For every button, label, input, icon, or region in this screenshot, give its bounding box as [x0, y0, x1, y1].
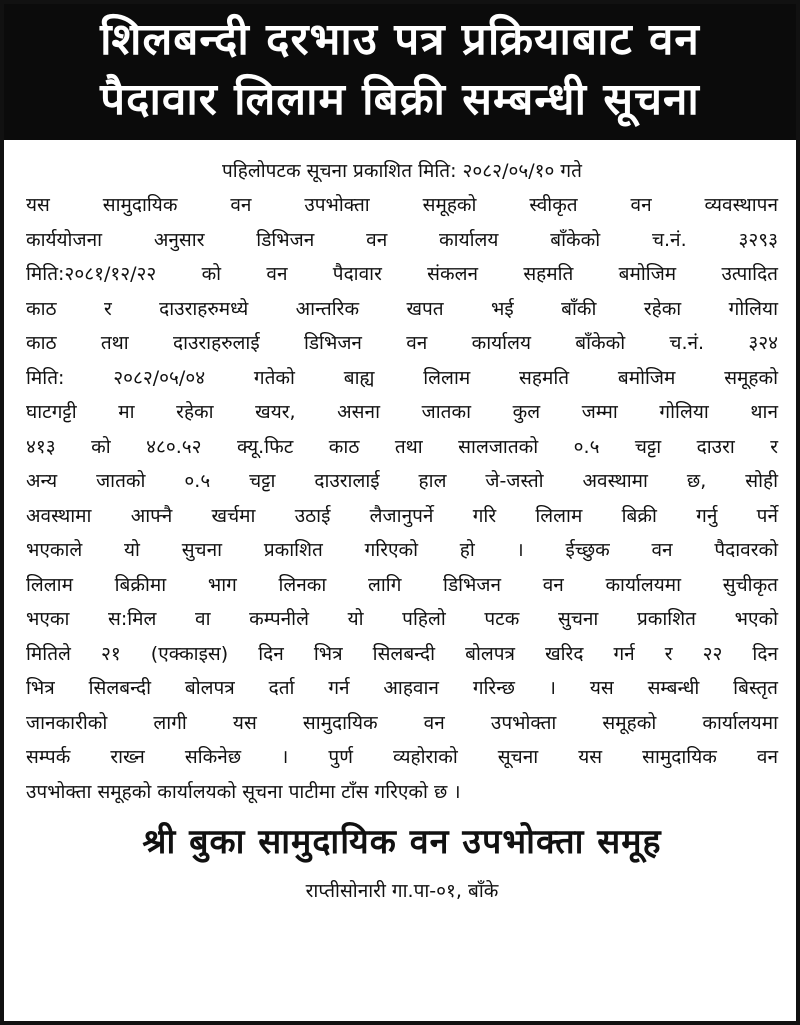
notice-body-line: भएका स:मिल वा कम्पनीले यो पहिलो पटक सुचना प्रकाशित भएको — [26, 608, 778, 630]
notice-title-line-2: पैदावार लिलाम बिक्री सम्बन्धी सूचना — [100, 74, 700, 125]
notice-body-line: जानकारीको लागी यस सामुदायिक वन उपभोक्ता समूहको कार्यालयमा — [26, 711, 778, 734]
notice-body-line: लिलाम बिक्रीमा भाग लिनका लागि डिभिजन वन कार्यालयमा सुचीकृत — [26, 573, 778, 596]
notice-body-line: घाटगट्टी मा रहेका खयर, असना जातका कुल जम्मा गोलिया थान — [26, 401, 778, 423]
first-publication-date: पहिलोपटक सूचना प्रकाशित मिति: २०८२/०५/१० गते — [222, 160, 582, 182]
notice-body-line: कार्ययोजना अनुसार डिभिजन वन कार्यालय बाँकेको च.नं. ३२९३ — [26, 228, 778, 251]
notice-body-line: यस सामुदायिक वन उपभोक्ता समूहको स्वीकृत वन व्यवस्थापन — [26, 194, 778, 216]
notice-body-line: मिति:२०८१/१२/२२ को वन पैदावार संकलन सहमति बमोजिम उत्पादित — [26, 263, 778, 285]
notice-body-line: काठ तथा दाउराहरुलाई डिभिजन वन कार्यालय बाँकेको च.नं. ३२४ — [26, 332, 778, 354]
notice-body-line: मिति: २०८२/०५/०४ गतेको बाह्य लिलाम सहमति बमोजिम समूहको — [26, 366, 778, 389]
notice-header — [4, 4, 796, 140]
notice-body-line: अवस्थामा आफ्नै खर्चमा उठाई लैजानुपर्ने गरि लिलाम बिक्री गर्नु पर्ने — [26, 504, 778, 527]
notice-body-line: मितिले २१ (एक्काइस) दिन भित्र सिलबन्दी बोलपत्र खरिद गर्न र २२ दिन — [26, 642, 778, 665]
notice-body-line: अन्य जातको ०.५ चट्टा दाउरालाई हाल जे-जस्तो अवस्थामा छ, सोही — [26, 470, 778, 492]
notice-body-line: भएकाले यो सुचना प्रकाशित गरिएको हो । ईच्छुक वन पैदावरको — [26, 539, 778, 561]
organization-address: राप्तीसोनारी गा.पा-०१, बाँके — [305, 880, 499, 902]
notice-body — [4, 140, 796, 909]
notice-body-line: काठ र दाउराहरुमध्ये आन्तरिक खपत भई बाँकी रहेका गोलिया — [26, 297, 778, 320]
organization-name: श्री बुका सामुदायिक वन उपभोक्ता समूह — [142, 822, 662, 862]
notice-body-line: सम्पर्क राख्न सकिनेछ । पुर्ण व्यहोराको सूचना यस सामुदायिक वन — [26, 746, 778, 768]
notice-body-line: ४१३ को ४८०.५२ क्यू.फिट काठ तथा सालजातको ०.५ चट्टा दाउरा र — [26, 435, 778, 458]
notice-title-line-1: शिलबन्दी दरभाउ पत्र प्रक्रियाबाट वन — [100, 14, 700, 65]
notice-body-line: भित्र सिलबन्दी बोलपत्र दर्ता गर्न आहवान गरिन्छ । यस सम्बन्धी बिस्तृत — [26, 677, 778, 699]
notice-paragraph — [26, 188, 778, 809]
notice-body-line: उपभोक्ता समूहको कार्यालयको सूचना पाटीमा टाँस गरिएको छ । — [26, 780, 461, 803]
